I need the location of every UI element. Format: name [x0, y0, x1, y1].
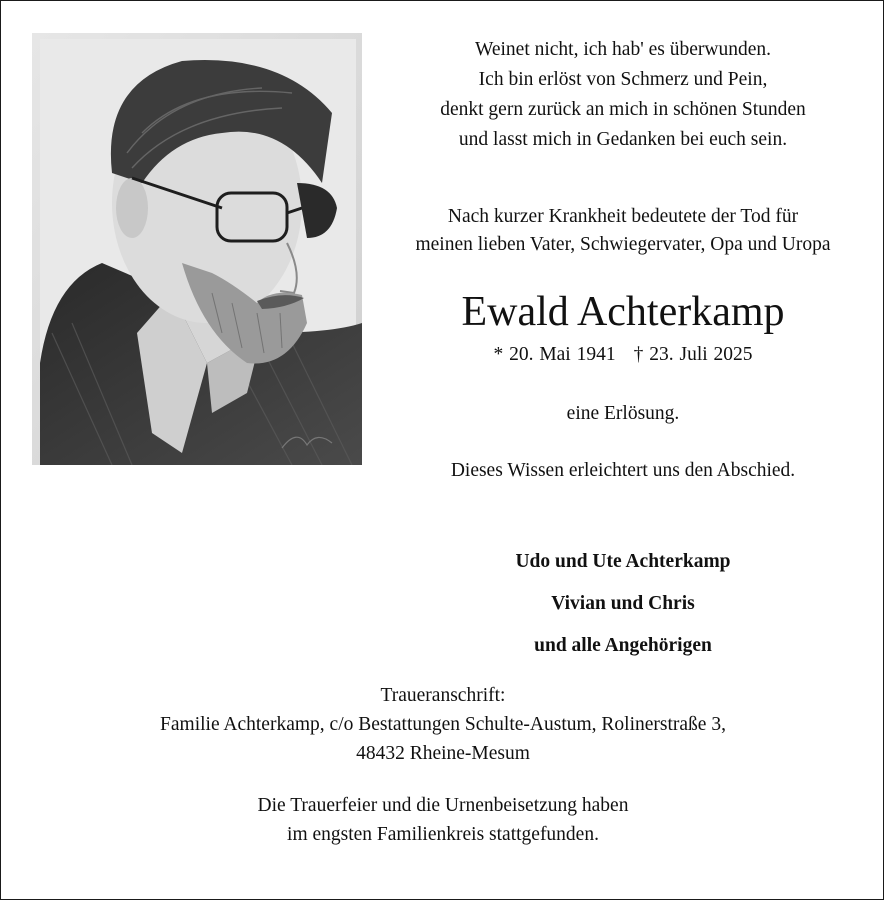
mourner-line: und alle Angehörigen [534, 635, 712, 656]
poem-line: Weinet nicht, ich hab' es überwunden. [475, 39, 771, 60]
address-line: Familie Achterkamp, c/o Bestattungen Schulte-Austum, Rolinerstraße 3, [160, 714, 726, 735]
relief-text: eine Erlösung. [566, 403, 680, 424]
service-line: Die Trauerfeier und die Urnenbeisetzung haben [257, 795, 629, 816]
poem [373, 35, 873, 155]
address-line: 48432 Rheine-Mesum [356, 743, 530, 764]
mourning-address [1, 681, 884, 768]
death-date: † 23. Juli 2025 [633, 344, 753, 365]
portrait-drawing [32, 33, 362, 465]
poem-line: Ich bin erlöst von Schmerz und Pein, [478, 69, 768, 90]
intro-line: Nach kurzer Krankheit bedeutete der Tod für [447, 206, 799, 227]
poem-line: denkt gern zurück an mich in schönen Stunden [440, 99, 806, 120]
intro-line: meinen lieben Vater, Schwiegervater, Opa und Uropa [415, 234, 831, 255]
farewell-text: Dieses Wissen erleichtert uns den Abschied. [450, 460, 796, 481]
mourner-line: Udo und Ute Achterkamp [515, 551, 731, 572]
deceased-name: Ewald Achterkamp [461, 289, 785, 335]
mourners-list [373, 541, 873, 667]
service-note [1, 791, 884, 849]
address-label: Traueranschrift: [380, 685, 506, 706]
life-dates [373, 341, 873, 369]
mourner-line: Vivian und Chris [551, 593, 695, 614]
poem-line: und lasst mich in Gedanken bei euch sein. [458, 129, 788, 150]
intro-text [373, 203, 873, 259]
birth-date: * 20. Mai 1941 [493, 344, 616, 365]
service-line: im engsten Familienkreis stattgefunden. [287, 824, 599, 845]
